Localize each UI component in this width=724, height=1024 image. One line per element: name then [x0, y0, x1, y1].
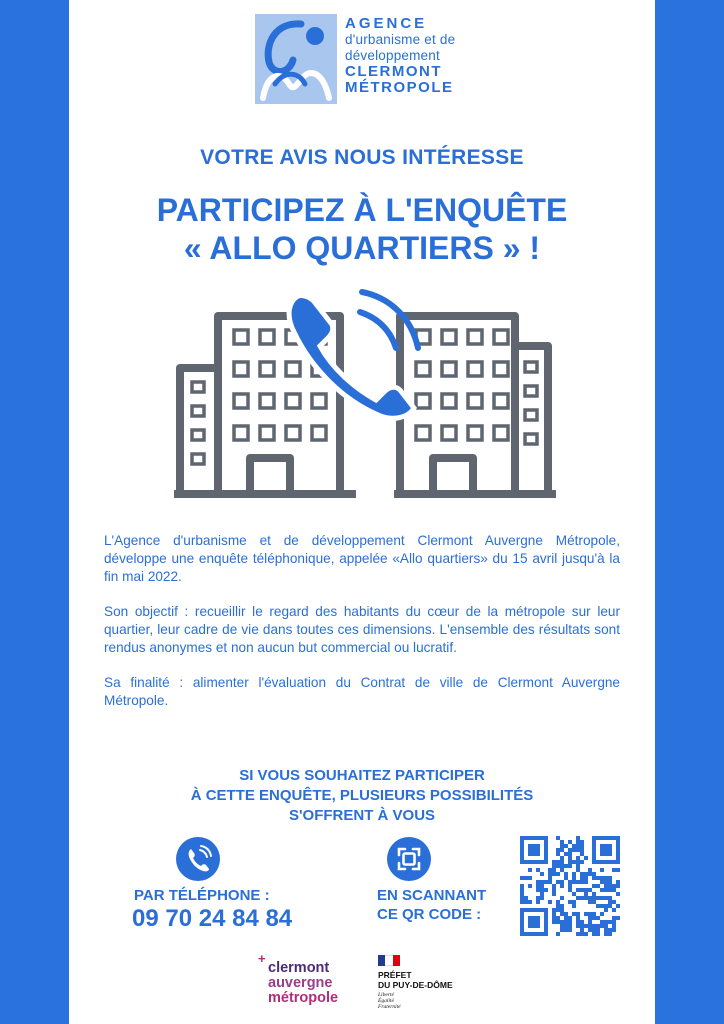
clermont-logo-text	[268, 961, 338, 1006]
headline-line-2: « ALLO QUARTIERS » !	[183, 230, 541, 266]
phone-label: PAR TÉLÉPHONE :	[134, 887, 270, 904]
clermont-logo-line-3: métropole	[268, 990, 339, 1006]
prefet-logo	[378, 955, 498, 1015]
agency-line-1: AGENCE	[345, 15, 428, 32]
agency-logo	[255, 14, 515, 106]
paragraph-objectif: Son objectif : recueillir le regard des habitants du cœur de la métropole sur leur quartier, leur cadre de vie dans toutes ces dimensions. L'ensemble des résultats sont rendus anonymes et non aucun but commercial ou lucratif.	[104, 604, 620, 655]
marianne-flag-icon	[378, 955, 400, 966]
scan-label	[377, 886, 486, 924]
prefet-line-1: PRÉFET	[378, 970, 412, 980]
phone-number[interactable]: 09 70 24 84 84	[132, 905, 293, 932]
cta-line-2: À CETTE ENQUÊTE, PLUSIEURS POSSIBILITÉS	[190, 787, 534, 804]
prefet-motto-2: Égalité	[378, 998, 394, 1004]
agency-logo-text	[345, 16, 455, 96]
clermont-metropole-logo	[258, 951, 348, 1011]
scan-label-line-1: EN SCANNANT	[377, 887, 487, 904]
clermont-logo-line-1: clermont	[268, 960, 330, 976]
prefet-motto-1: Liberté	[378, 992, 394, 998]
headline	[0, 191, 724, 267]
kicker-title: VOTRE AVIS NOUS INTÉRESSE	[200, 146, 524, 169]
body-text	[104, 532, 620, 727]
agency-line-2: d'urbanisme et de	[345, 32, 456, 47]
prefet-motto-3: Fraternité	[378, 1004, 401, 1010]
clermont-logo-plus: +	[258, 951, 266, 966]
cta-block	[0, 766, 724, 826]
agency-line-4: CLERMONT	[345, 63, 442, 80]
clermont-logo-line-2: auvergne	[268, 975, 333, 991]
cta-line-1: SI VOUS SOUHAITEZ PARTICIPER	[239, 767, 485, 784]
prefet-line-2: DU PUY-DE-DÔME	[378, 980, 453, 990]
qr-scan-icon	[387, 837, 431, 881]
buildings-phone-illustration	[170, 282, 560, 504]
qr-code[interactable]	[520, 836, 620, 936]
agency-line-3: développement	[345, 48, 440, 63]
paragraph-intro: L'Agence d'urbanisme et de développement Clermont Auvergne Métropole, développe une enquête téléphonique, appelée «Allo quartiers» du 15 avril jusqu'à la fin mai 2022.	[104, 533, 620, 584]
agency-logo-mark	[255, 14, 337, 104]
scan-label-line-2: CE QR CODE :	[377, 906, 482, 923]
cta-line-3: S'OFFRENT À VOUS	[288, 807, 436, 824]
headline-line-1: PARTICIPEZ À L'ENQUÊTE	[156, 192, 568, 228]
agency-line-5: MÉTROPOLE	[345, 79, 454, 96]
phone-icon	[176, 837, 220, 881]
paragraph-finalite: Sa finalité : alimenter l'évaluation du Contrat de ville de Clermont Auvergne Métropole.	[104, 675, 620, 708]
